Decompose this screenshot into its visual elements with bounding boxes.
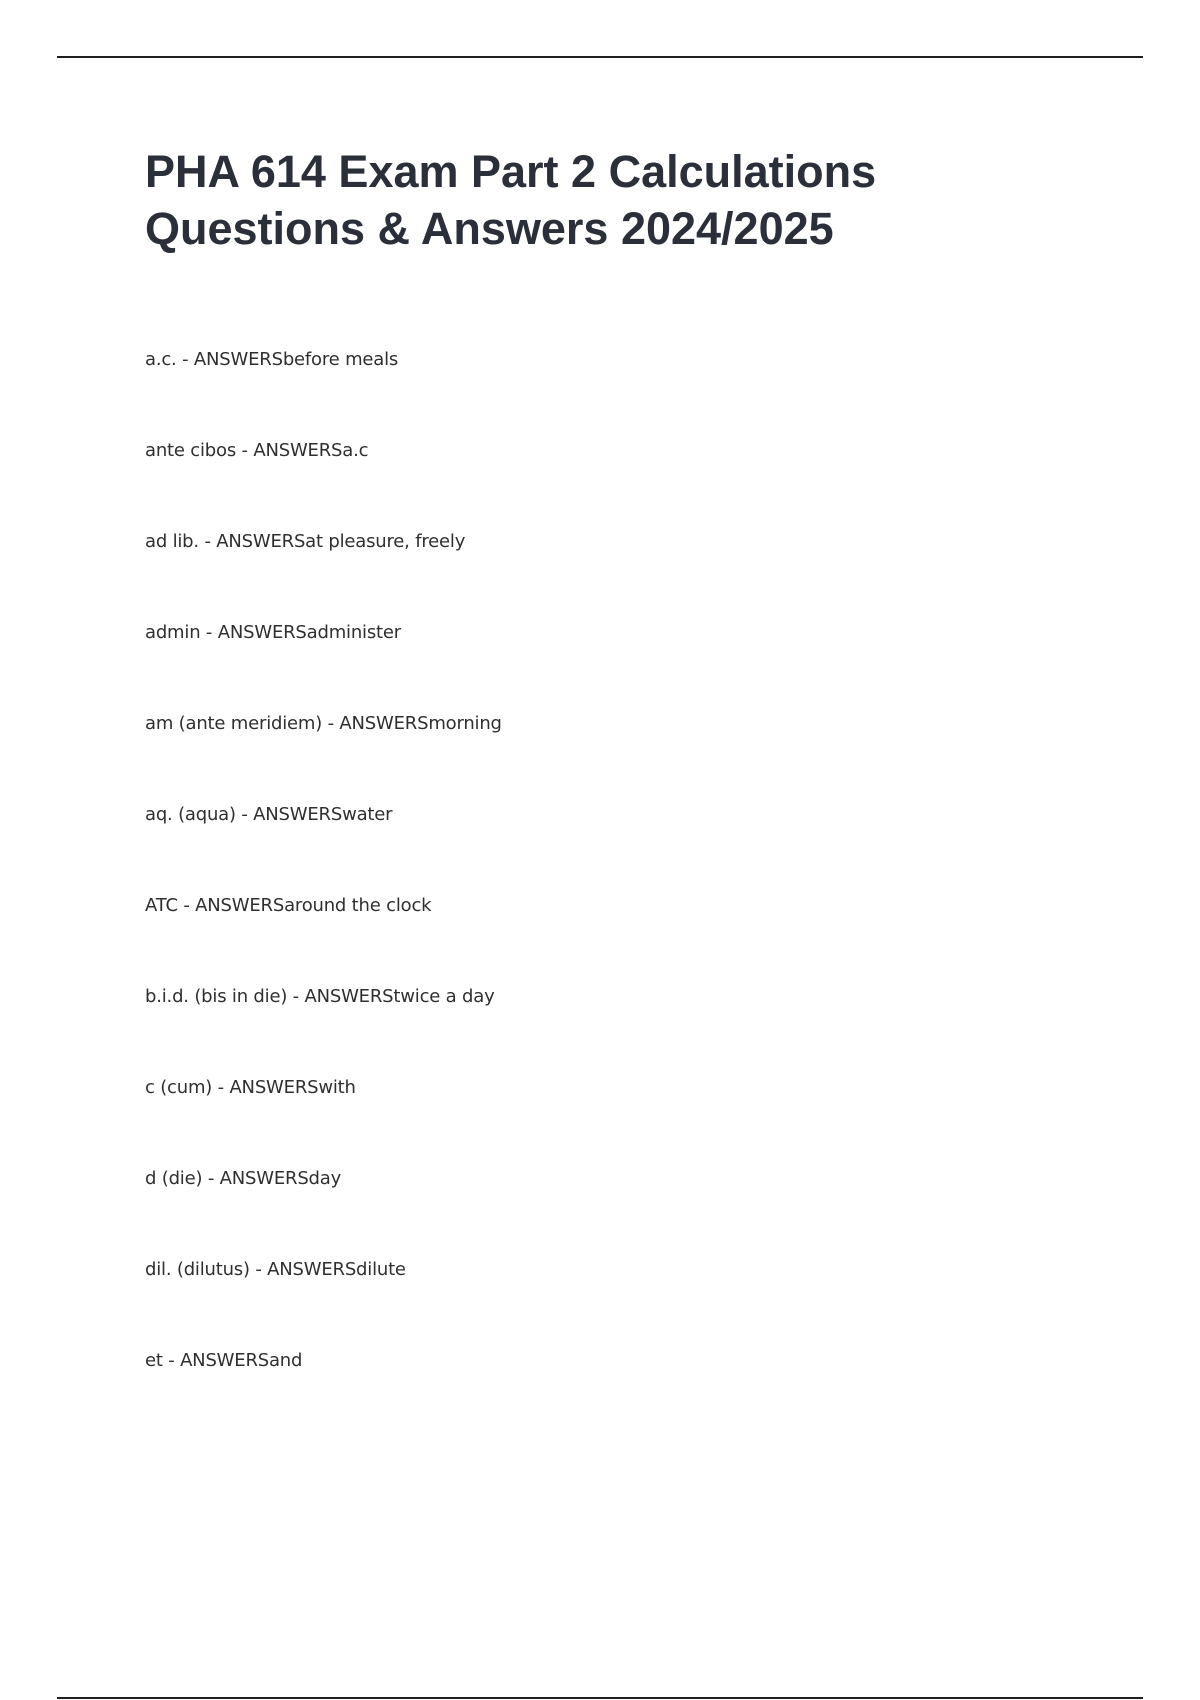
title-line-2: Questions & Answers 2024/2025	[145, 203, 834, 254]
flashcard-entry: am (ante meridiem) - ANSWERSmorning	[145, 713, 502, 734]
flashcard-entry: b.i.d. (bis in die) - ANSWERStwice a day	[145, 986, 495, 1007]
flashcard-list	[145, 348, 502, 1440]
document-title	[145, 143, 1045, 257]
flashcard-entry: aq. (aqua) - ANSWERSwater	[145, 804, 393, 825]
flashcard-entry: ad lib. - ANSWERSat pleasure, freely	[145, 531, 466, 552]
top-rule	[57, 56, 1143, 58]
flashcard-entry: c (cum) - ANSWERSwith	[145, 1077, 356, 1098]
flashcard-entry: d (die) - ANSWERSday	[145, 1168, 342, 1189]
title-line-1: PHA 614 Exam Part 2 Calculations	[145, 146, 877, 197]
flashcard-entry: dil. (dilutus) - ANSWERSdilute	[145, 1259, 406, 1280]
flashcard-entry: a.c. - ANSWERSbefore meals	[145, 349, 399, 370]
flashcard-entry: ante cibos - ANSWERSa.c	[145, 440, 369, 461]
flashcard-entry: et - ANSWERSand	[145, 1350, 303, 1371]
bottom-rule	[57, 1697, 1143, 1699]
flashcard-entry: ATC - ANSWERSaround the clock	[145, 895, 432, 916]
flashcard-entry: admin - ANSWERSadminister	[145, 622, 401, 643]
